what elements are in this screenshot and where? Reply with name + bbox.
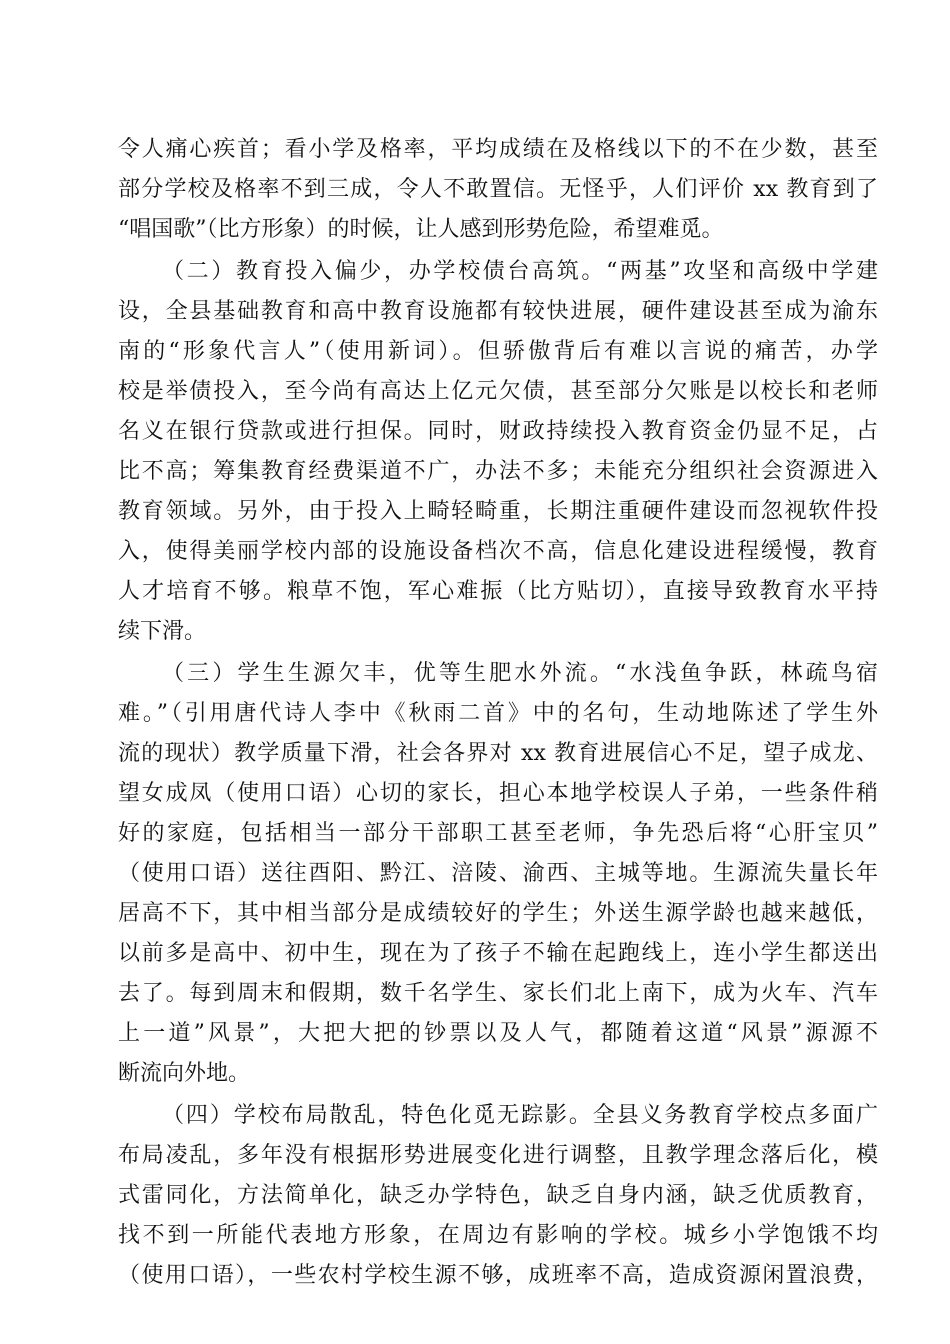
paragraph-1-line-3: “唱国歌”（比方形象）的时候，让人感到形势危险，希望难觅。: [118, 217, 724, 242]
paragraph-2-line-10: 续下滑。: [118, 619, 207, 644]
paragraph-2-line-5: 名义在银行贷款或进行担保。同时，财政持续投入教育资金仍显不足，占: [118, 419, 878, 444]
paragraph-2-line-4: 校是举债投入，至今尚有高达上亿元欠债，甚至部分欠账是以校长和老师: [118, 379, 878, 404]
paragraph-3-line-7: 居高不下，其中相当部分是成绩较好的学生；外送生源学龄也越来越低，: [118, 901, 878, 926]
paragraph-2-line-1: （二）教育投入偏少，办学校债台高筑。“两基”攻坚和高级中学建: [162, 259, 878, 284]
paragraph-2-line-6: 比不高；筹集教育经费渠道不广，办法不多；未能充分组织社会资源进入: [118, 459, 878, 484]
paragraph-2-line-9: 人才培育不够。粮草不饱，军心难振（比方贴切），直接导致教育水平持: [118, 579, 878, 604]
paragraph-1-line-1: 令人痛心疾首；看小学及格率，平均成绩在及格线以下的不在少数，甚至: [118, 137, 878, 162]
paragraph-2-line-7: 教育领域。另外，由于投入上畸轻畸重，长期注重硬件建设而忽视软件投: [118, 499, 878, 524]
paragraph-3-line-11: 断流向外地。: [118, 1061, 251, 1086]
paragraph-3-line-5: 好的家庭，包括相当一部分干部职工甚至老师，争先恐后将“心肝宝贝”: [118, 821, 878, 846]
paragraph-2-line-8: 入，使得美丽学校内部的设施设备档次不高，信息化建设进程缓慢，教育: [118, 539, 878, 564]
paragraph-3-line-6: （使用口语）送往酉阳、黔江、涪陵、渝西、主城等地。生源流失量长年: [118, 861, 878, 886]
paragraph-3-line-4: 望女成凤（使用口语）心切的家长，担心本地学校误人子弟，一些条件稍: [118, 781, 878, 806]
paragraph-3-line-10: 上一道”风景”，大把大把的钞票以及人气，都随着这道“风景”源源不: [118, 1021, 878, 1046]
paragraph-4-line-4: 找不到一所能代表地方形象，在周边有影响的学校。城乡小学饱饿不均: [118, 1223, 878, 1248]
paragraph-4-line-2: 布局凌乱，多年没有根据形势进展变化进行调整，且教学理念落后化，模: [118, 1143, 878, 1168]
paragraph-4-line-3: 式雷同化，方法简单化，缺乏办学特色，缺乏自身内涵，缺乏优质教育，: [118, 1183, 878, 1208]
paragraph-3-line-1: （三）学生生源欠丰，优等生肥水外流。“水浅鱼争跃，林疏鸟宿: [162, 661, 878, 686]
paragraph-1-line-2: 部分学校及格率不到三成，令人不敢置信。无怪乎，人们评价 xx 教育到了: [118, 177, 878, 202]
paragraph-2-line-3: 南的“形象代言人”（使用新词）。但骄傲背后有难以言说的痛苦，办学: [118, 339, 878, 364]
paragraph-3-line-9: 去了。每到周末和假期，数千名学生、家长们北上南下，成为火车、汽车: [118, 981, 878, 1006]
paragraph-4-line-5: （使用口语），一些农村学校生源不够，成班率不高，造成资源闲置浪费，: [118, 1263, 878, 1288]
paragraph-2-line-2: 设，全县基础教育和高中教育设施都有较快进展，硬件建设甚至成为渝东: [118, 299, 878, 324]
paragraph-4-line-1: （四）学校布局散乱，特色化觅无踪影。全县义务教育学校点多面广: [162, 1103, 878, 1128]
paragraph-3-line-3: 流的现状）教学质量下滑，社会各界对 xx 教育进展信心不足，望子成龙、: [118, 741, 878, 766]
paragraph-3-line-2: 难。”（引用唐代诗人李中《秋雨二首》中的名句，生动地陈述了学生外: [118, 701, 878, 726]
paragraph-3-line-8: 以前多是高中、初中生，现在为了孩子不输在起跑线上，连小学生都送出: [118, 941, 878, 966]
